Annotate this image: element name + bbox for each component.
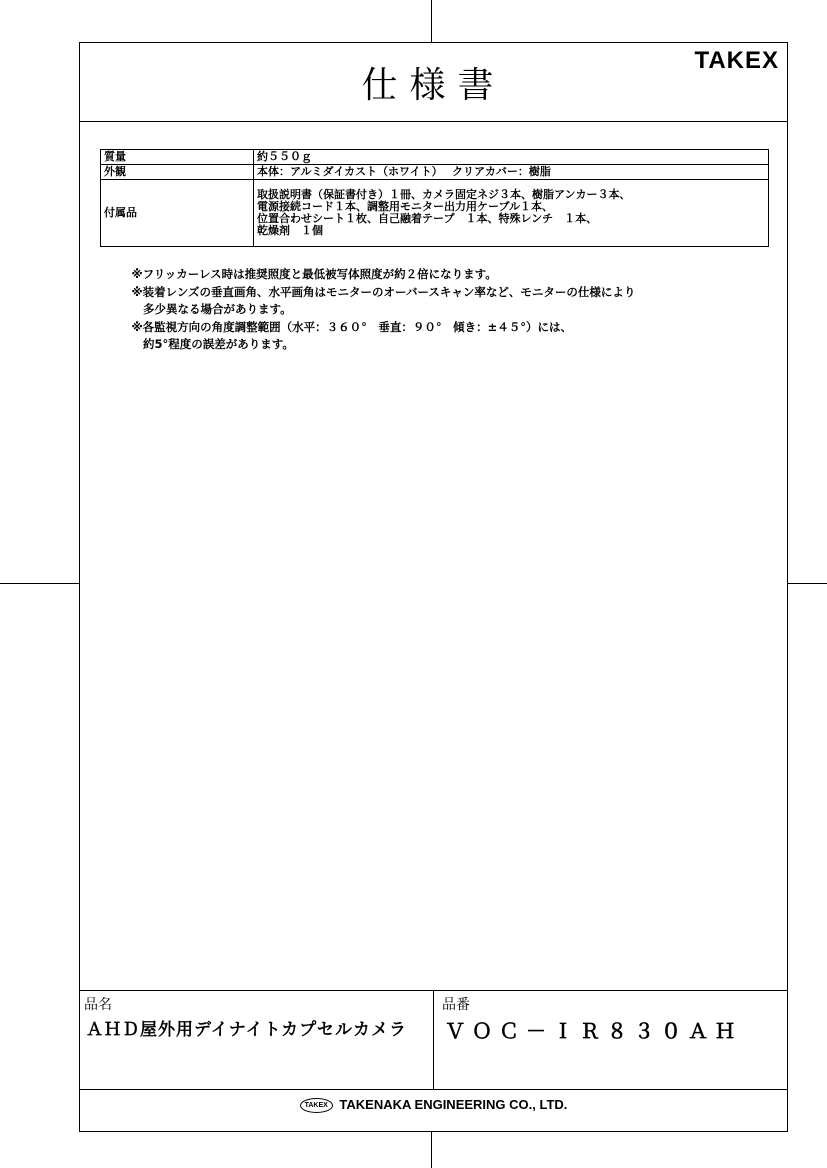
spec-value-line: 位置合わせシート１枚、自己融着テープ １本、特殊レンチ １本、 [257,212,598,225]
note-line: ※各監視方向の角度調整範囲（水平：３６０° 垂直：９０° 傾き：±４５°）には、 [120,319,573,334]
note-line: ※装着レンズの垂直画角、水平画角はモニターのオーバースキャン率など、モニターの仕様により [120,284,636,299]
spec-label: 付属品 [101,180,254,247]
crop-mark-bottom [431,1132,432,1168]
model-number: ＶＯＣ－ＩＲ８３０ＡＨ [445,1019,742,1043]
table-row [101,180,769,247]
spec-label: 外観 [101,165,254,180]
product-name: ＡＨＤ屋外用デイナイトカプセルカメラ [86,1020,407,1040]
company-line [80,1097,787,1113]
document-header [80,43,787,122]
brand-logo: TAKEX [694,47,779,74]
crop-mark-left [0,583,79,584]
crop-mark-right [788,583,827,584]
spec-value-line: 乾燥剤 １個 [257,224,323,237]
crop-mark-top [431,0,432,42]
note-line: ※フリッカーレス時は推奨照度と最低被写体照度が約２倍になります。 [120,267,497,281]
table-row [101,165,769,180]
table-row [101,150,769,165]
spec-value: 約５５０ｇ [254,150,769,165]
spec-value [254,180,769,247]
spec-value-line: 取扱説明書（保証書付き）１冊、カメラ固定ネジ３本、樹脂アンカー３本、 [257,188,631,201]
spec-value-line: 電源接続コード１本、調整用モニター出力用ケーブル１本、 [257,200,554,213]
note-line: 多少異なる場合があります。 [120,302,292,316]
notes [120,266,635,354]
document-footer [80,990,787,1132]
company-name: TAKENAKA ENGINEERING CO., LTD. [339,1097,568,1112]
spec-value: 本体：アルミダイカスト（ホワイト） クリアカバー：樹脂 [254,165,769,180]
page-title: 仕様書 [361,65,506,106]
spec-table [100,149,769,247]
document-frame [79,42,788,1132]
product-name-label: 品名 [84,997,112,1013]
spec-label: 質量 [101,150,254,165]
company-logo-icon: TAKEX [300,1098,333,1113]
title-block [80,990,787,1090]
model-label: 品番 [442,997,470,1013]
divider [433,991,434,1089]
note-line: 約5°程度の誤差があります。 [120,337,294,351]
